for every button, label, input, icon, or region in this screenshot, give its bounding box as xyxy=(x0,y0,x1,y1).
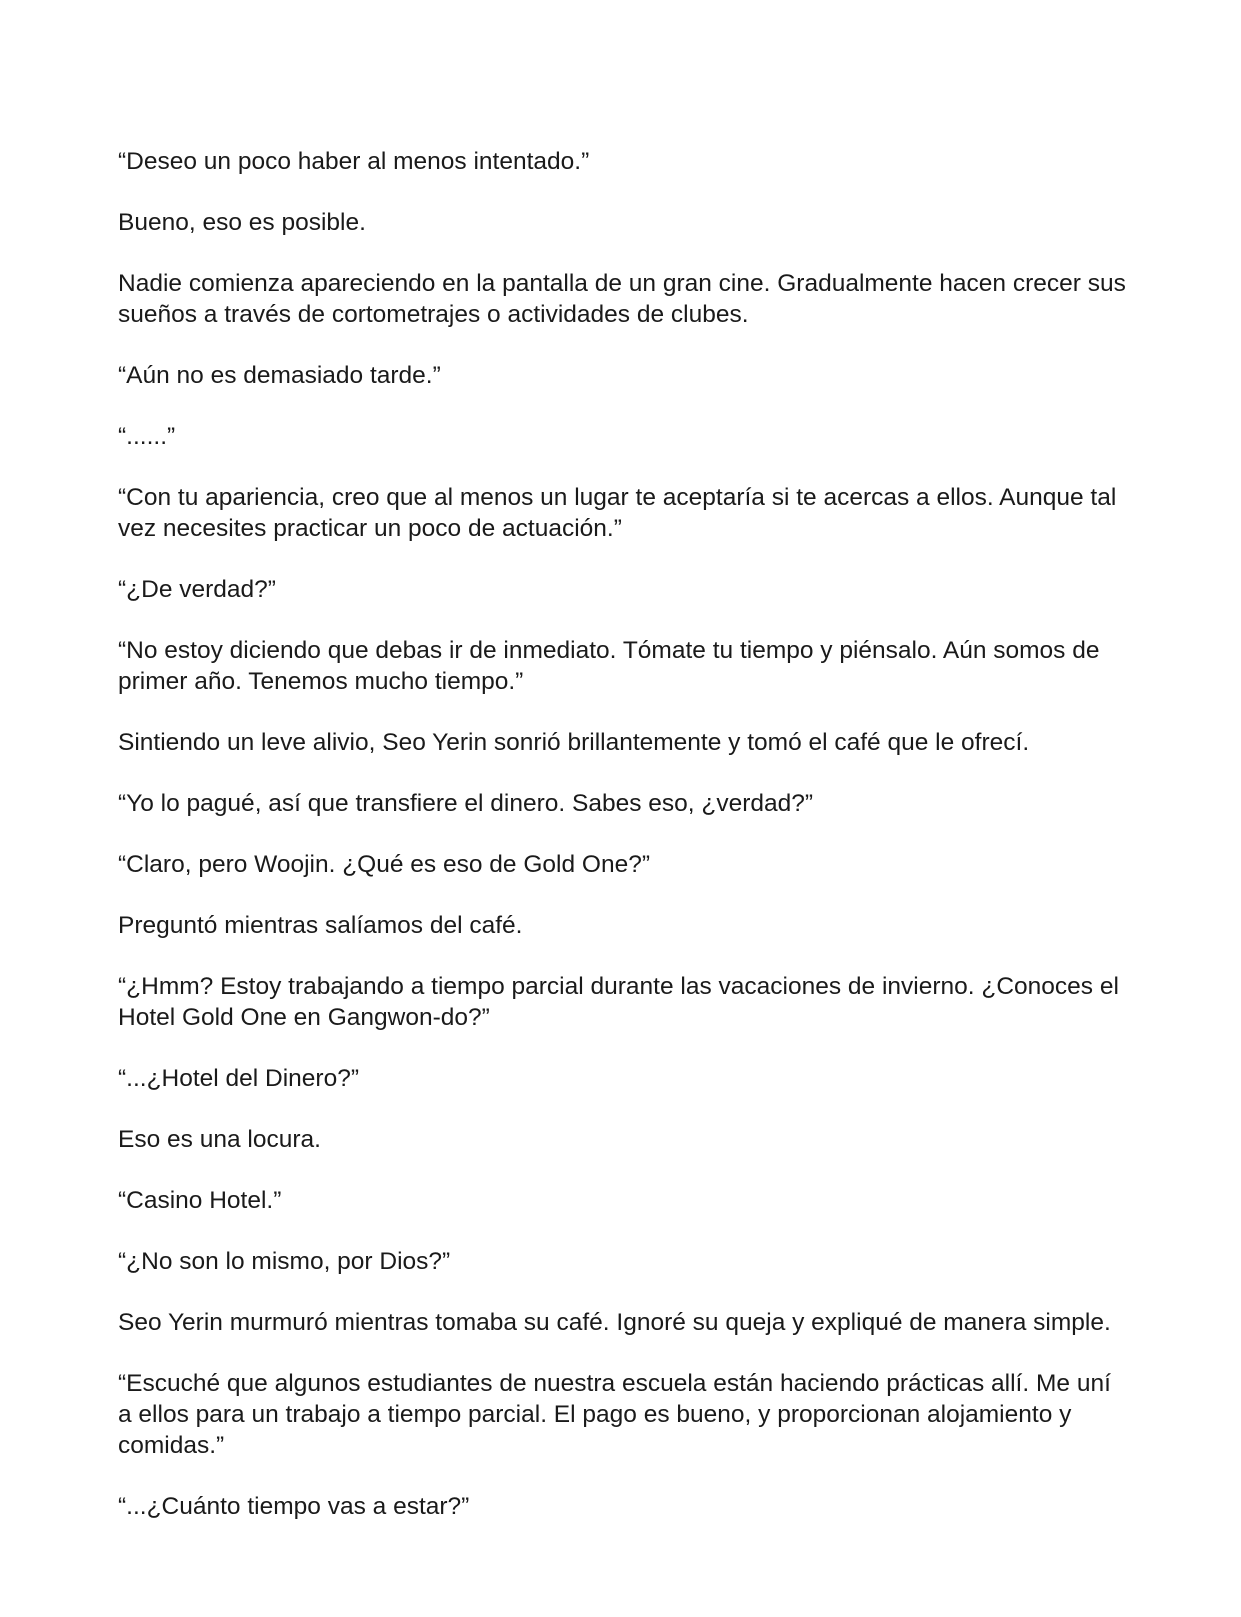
paragraph: “Aún no es demasiado tarde.” xyxy=(118,362,441,389)
paragraph: “...¿Cuánto tiempo vas a estar?” xyxy=(118,1493,470,1520)
paragraph: “Escuché que algunos estudiantes de nuestra escuela están haciendo prácticas allí. Me uní a ellos para un trabajo a tiempo parcial. El pago es bueno, y proporcionan alojamiento y comidas.” xyxy=(118,1370,1111,1459)
paragraph: Eso es una locura. xyxy=(118,1126,321,1153)
paragraph: “Deseo un poco haber al menos intentado.” xyxy=(118,148,590,175)
paragraph: Nadie comienza apareciendo en la pantalla de un gran cine. Gradualmente hacen crecer sus sueños a través de cortometrajes o actividades de clubes. xyxy=(118,270,1126,328)
paragraph: “Casino Hotel.” xyxy=(118,1187,282,1214)
paragraph: “Yo lo pagué, así que transfiere el dinero. Sabes eso, ¿verdad?” xyxy=(118,790,814,817)
paragraph: “...¿Hotel del Dinero?” xyxy=(118,1065,360,1092)
paragraph: “Claro, pero Woojin. ¿Qué es eso de Gold One?” xyxy=(118,851,651,878)
paragraph: “¿De verdad?” xyxy=(118,576,276,603)
paragraph: Seo Yerin murmuró mientras tomaba su café. Ignoré su queja y expliqué de manera simple. xyxy=(118,1309,1111,1336)
paragraph: “¿Hmm? Estoy trabajando a tiempo parcial durante las vacaciones de invierno. ¿Conoces el Hotel Gold One en Gangwon-do?” xyxy=(118,973,1119,1031)
paragraph: Bueno, eso es posible. xyxy=(118,209,366,236)
document-body xyxy=(118,146,1128,1552)
paragraph: “Con tu apariencia, creo que al menos un lugar te aceptaría si te acercas a ellos. Aunque tal vez necesites practicar un poco de actuación.” xyxy=(118,484,1117,542)
paragraph: Sintiendo un leve alivio, Seo Yerin sonrió brillantemente y tomó el café que le ofrecí. xyxy=(118,729,1030,756)
paragraph: “......” xyxy=(118,423,176,450)
paragraph: “No estoy diciendo que debas ir de inmediato. Tómate tu tiempo y piénsalo. Aún somos de primer año. Tenemos mucho tiempo.” xyxy=(118,637,1100,695)
paragraph: Preguntó mientras salíamos del café. xyxy=(118,912,523,939)
paragraph: “¿No son lo mismo, por Dios?” xyxy=(118,1248,451,1275)
